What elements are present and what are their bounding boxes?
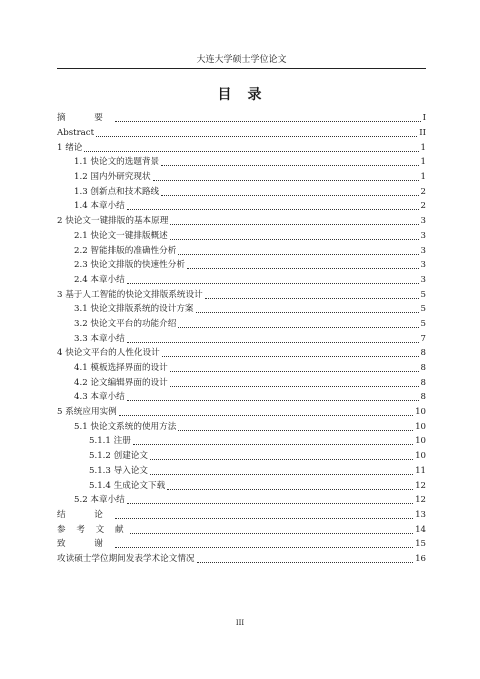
toc-entry[interactable] — [57, 126, 426, 141]
toc-entry[interactable] — [57, 552, 426, 567]
toc-entry-label: 5.1.4 生成论文下载 — [89, 480, 166, 491]
toc-entry-label: 1.4 本章小结 — [74, 201, 125, 212]
toc-entry-label: 4 快论文平台的人性化设计 — [57, 348, 160, 359]
toc-entry-page: 5 — [420, 318, 426, 329]
toc-entry[interactable] — [57, 184, 426, 199]
toc-entry-label: 摘 要 — [57, 113, 113, 124]
toc-dot-leader — [161, 164, 418, 166]
toc-entry[interactable] — [57, 478, 426, 493]
toc-dot-leader — [196, 311, 419, 313]
toc-entry-page: 16 — [415, 553, 426, 564]
toc-dot-leader — [170, 223, 418, 225]
toc-entry[interactable] — [57, 390, 426, 405]
toc-entry[interactable] — [57, 155, 426, 170]
toc-entry-page: 10 — [415, 421, 426, 432]
toc-dot-leader — [133, 443, 413, 445]
toc-dot-leader — [130, 532, 413, 534]
toc-entry-label: 3.1 快论文排版系统的设计方案 — [74, 304, 194, 315]
toc-entry[interactable] — [57, 522, 426, 537]
toc-entry-page: 3 — [420, 260, 426, 271]
toc-entry[interactable] — [57, 434, 426, 449]
toc-dot-leader — [150, 473, 413, 475]
toc-entry-page: 3 — [420, 245, 426, 256]
toc-dot-leader — [153, 179, 419, 181]
toc-entry-label: 攻读硕士学位期间发表学术论文情况 — [57, 553, 195, 564]
toc-entry[interactable] — [57, 346, 426, 361]
toc-entry[interactable] — [57, 111, 426, 126]
toc-dot-leader — [170, 370, 419, 372]
toc-dot-leader — [162, 355, 419, 357]
toc-entry-page: 3 — [420, 274, 426, 285]
toc-entry-label: 参 考 文 献 — [57, 524, 128, 535]
toc-entry-page: 5 — [420, 289, 426, 300]
toc-entry-label: 1.3 创新点和技术路线 — [74, 186, 160, 197]
header-rule — [57, 68, 426, 69]
toc-entry-page: 12 — [415, 480, 426, 491]
toc-entry[interactable] — [57, 508, 426, 523]
toc-entry-page: 12 — [415, 495, 426, 506]
toc-entry-page: 15 — [415, 539, 426, 550]
toc-entry[interactable] — [57, 229, 426, 244]
toc-entry[interactable] — [57, 361, 426, 376]
toc-entry[interactable] — [57, 464, 426, 479]
toc-entry-page: 8 — [420, 377, 426, 388]
toc-entry-label: 致 谢 — [57, 539, 113, 550]
toc-dot-leader — [127, 208, 419, 210]
toc-entry[interactable] — [57, 419, 426, 434]
toc-dot-leader — [115, 546, 413, 548]
toc-entry[interactable] — [57, 170, 426, 185]
toc-entry-label: 5.1.1 注册 — [89, 436, 131, 447]
toc-entry-page: II — [419, 128, 426, 139]
toc-entry-label: 3.2 快论文平台的功能介绍 — [74, 318, 177, 329]
table-of-contents — [57, 111, 426, 566]
toc-entry-label: 2.4 本章小结 — [74, 274, 125, 285]
toc-entry-page: 10 — [415, 451, 426, 462]
toc-dot-leader — [178, 326, 418, 328]
toc-entry-page: 1 — [420, 142, 426, 153]
toc-entry-label: 2.3 快论文排版的快速性分析 — [74, 260, 185, 271]
toc-entry-page: 3 — [420, 216, 426, 227]
toc-entry-label: 4.2 论文编辑界面的设计 — [74, 377, 168, 388]
toc-entry-page: 11 — [415, 465, 426, 476]
toc-title: 目 录 — [217, 87, 263, 103]
toc-entry[interactable] — [57, 243, 426, 258]
toc-entry-page: 8 — [420, 363, 426, 374]
toc-entry[interactable] — [57, 287, 426, 302]
toc-entry[interactable] — [57, 258, 426, 273]
toc-entry-label: Abstract — [57, 128, 95, 139]
toc-dot-leader — [178, 253, 418, 255]
toc-entry-label: 3 基于人工智能的快论文排版系统设计 — [57, 289, 203, 300]
toc-entry[interactable] — [57, 317, 426, 332]
toc-dot-leader — [187, 267, 419, 269]
toc-entry[interactable] — [57, 405, 426, 420]
toc-entry-label: 4.1 模板选择界面的设计 — [74, 363, 168, 374]
toc-entry-page: 2 — [420, 201, 426, 212]
toc-entry-label: 5 系统应用实例 — [57, 407, 117, 418]
toc-entry-label: 1.2 国内外研究现状 — [74, 172, 151, 183]
toc-entry-label: 1.1 快论文的选题背景 — [74, 157, 160, 168]
toc-entry-label: 4.3 本章小结 — [74, 392, 125, 403]
toc-entry-label: 3.3 本章小结 — [74, 333, 125, 344]
toc-entry-page: 7 — [420, 333, 426, 344]
toc-dot-leader — [167, 488, 413, 490]
toc-entry-page: 8 — [420, 392, 426, 403]
toc-entry-label: 5.1 快论文系统的使用方法 — [74, 421, 177, 432]
toc-dot-leader — [205, 297, 419, 299]
page-number: III — [235, 619, 245, 627]
toc-dot-leader — [115, 517, 413, 519]
toc-entry-label: 5.2 本章小结 — [74, 495, 125, 506]
toc-dot-leader — [127, 502, 413, 504]
toc-entry-page: 5 — [420, 304, 426, 315]
running-header: 大连大学硕士学位论文 — [196, 55, 287, 65]
toc-dot-leader — [161, 194, 418, 196]
toc-entry-label: 2.1 快论文一键排版概述 — [74, 230, 168, 241]
toc-dot-leader — [96, 135, 417, 137]
toc-entry-page: 1 — [420, 157, 426, 168]
toc-dot-leader — [127, 282, 419, 284]
toc-dot-leader — [119, 414, 413, 416]
toc-dot-leader — [170, 238, 419, 240]
toc-entry-page: 1 — [420, 172, 426, 183]
toc-dot-leader — [178, 429, 413, 431]
toc-dot-leader — [197, 561, 414, 563]
toc-entry-page: 8 — [420, 348, 426, 359]
toc-dot-leader — [150, 458, 413, 460]
toc-entry-label: 1 绪论 — [57, 142, 83, 153]
toc-entry-label: 结 论 — [57, 509, 113, 520]
toc-entry-page: 14 — [415, 524, 426, 535]
toc-entry-page: 13 — [415, 509, 426, 520]
toc-entry-label: 5.1.2 创建论文 — [89, 451, 148, 462]
toc-entry[interactable] — [57, 493, 426, 508]
toc-dot-leader — [115, 120, 421, 122]
toc-entry[interactable] — [57, 375, 426, 390]
toc-entry-page: I — [422, 113, 426, 124]
toc-entry-label: 2.2 智能排版的准确性分析 — [74, 245, 177, 256]
toc-entry-label: 2 快论文一键排版的基本原理 — [57, 216, 169, 227]
toc-entry-page: 10 — [415, 407, 426, 418]
toc-entry[interactable] — [57, 302, 426, 317]
toc-entry-page: 3 — [420, 230, 426, 241]
toc-dot-leader — [127, 399, 419, 401]
toc-entry[interactable] — [57, 537, 426, 552]
toc-dot-leader — [170, 385, 419, 387]
toc-entry[interactable] — [57, 140, 426, 155]
toc-entry[interactable] — [57, 199, 426, 214]
toc-entry[interactable] — [57, 273, 426, 288]
toc-entry[interactable] — [57, 331, 426, 346]
toc-entry-page: 2 — [420, 186, 426, 197]
toc-entry[interactable] — [57, 449, 426, 464]
toc-dot-leader — [127, 341, 419, 343]
toc-entry-page: 10 — [415, 436, 426, 447]
toc-entry-label: 5.1.3 导入论文 — [89, 465, 148, 476]
toc-entry[interactable] — [57, 214, 426, 229]
toc-dot-leader — [84, 150, 418, 152]
